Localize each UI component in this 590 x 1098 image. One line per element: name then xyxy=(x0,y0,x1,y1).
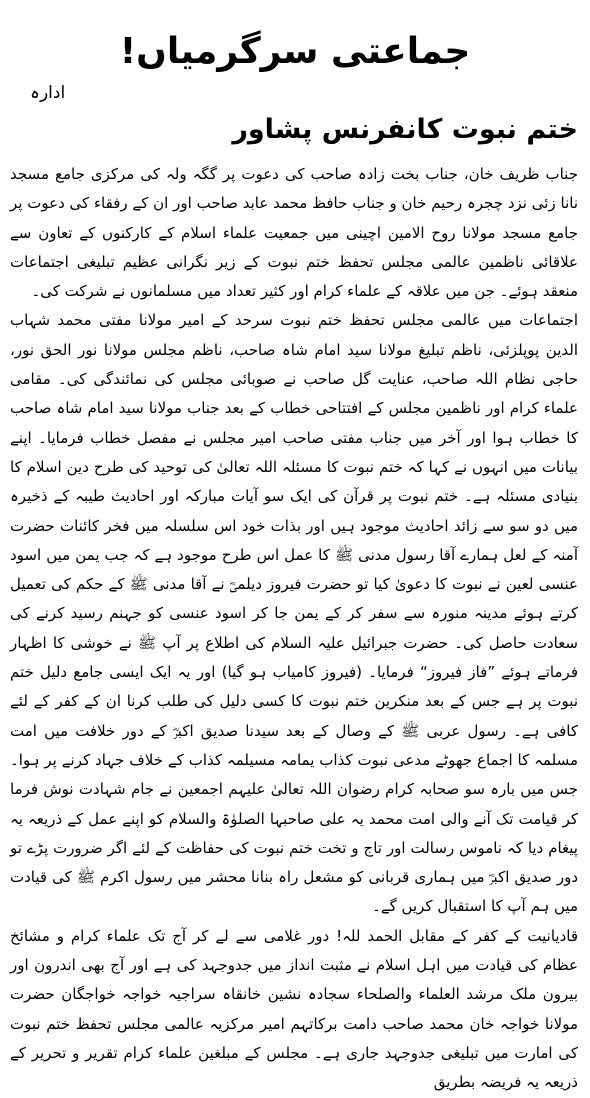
section-heading: ختم نبوت کانفرنس پشاور xyxy=(232,114,578,145)
page-title: جماعتی سرگرمیاں! xyxy=(119,31,471,72)
article-body xyxy=(10,160,578,1098)
paragraph-3: قادیانیت کے کفر کے مقابل الحمد للہ! دور غلامی سے لے کر آج تک علماء کرام و مشائخ عظام کی قیادت میں اہل اسلام نے مثبت انداز میں جدوجہد کی ہے اور آج بھی اندرون اور بیرون ملک مرشد العلماء والصلحاء سجادہ نشین خانقاہ سراجیہ خواجہ خواجگان حضرت مولانا خواجہ خان محمد صاحب دامت برکاتہم امیر مرکزیہ عالمی مجلس تحفظ ختم نبوت کی امارت میں تبلیغی جدوجہد جاری ہے۔ مجلس کے مبلغین علماء کرام تقریر و تحریر کے ذریعہ یہ فریضہ بطریق xyxy=(10,926,578,1092)
author-credit: ادارہ xyxy=(30,83,66,103)
paragraph-2: اجتماعات میں عالمی مجلس تحفظ ختم نبوت سرحد کے امیر مولانا مفتی محمد شہاب الدین پوپلزئی، ناظم تبلیغ مولانا سید امام شاہ صاحب، ناظم مجلس مولانا نور الحق نور، حاجی نظام اللہ صاحب، عنایت گل صاحب نے صوبائی مجلس کی نمائندگی کی۔ مقامی علماء کرام اور ناظمین مجلس کے افتتاحی خطاب کے بعد جناب مولانا سید امام شاہ صاحب کا خطاب ہوا اور آخر میں جناب مفتی صاحب امیر مجلس نے مفصل خطاب فرمایا۔ اپنے بیانات میں انہوں نے کہا کہ ختم نبوت کا مسئلہ اللہ تعالیٰ کی توحید کی طرح دین اسلام کا بنیادی مسئلہ ہے۔ ختم نبوت پر قرآن کی ایک سو آیات مبارکہ اور احادیث طیبہ کے ذخیرہ میں دو سو سے زائد احادیث موجود ہیں اور بذات خود اس سلسلہ میں فخر کائنات حضرت آمنہ کے لعل ہمارے آقا رسول مدنی ﷺ کا عمل اس طرح موجود ہے کہ جب یمن میں اسود عنسی لعین نے نبوت کا دعویٰ کیا تو حضرت فیروز دیلمیؓ نے آقا مدنی ﷺ کے حکم کی تعمیل کرتے ہوئے مدینہ منورہ سے سفر کر کے یمن جا کر اسود عنسی کو جہنم رسید کرنے کی سعادت حاصل کی۔ حضرت جبرائیل علیہ السلام کی اطلاع پر آپ ﷺ نے خوشی کا اظہار فرماتے ہوئے ”فاز فیروز“ فرمایا۔ (فیروز کامیاب ہو گیا) اور یہ ایک ایسی جامع دلیل ختم نبوت پر ہے جس کے بعد منکرین ختم نبوت کا کسی دلیل کی طلب کرنا ان کے کفر کے لئے کافی ہے۔ رسول عربی ﷺ کے وصال کے بعد سیدنا صدیق اکبرؓ کے دور خلافت میں امت مسلمہ کا اجماع جھوٹے مدعی نبوت کذاب یمامہ مسیلمہ کذاب کے خلاف جہاد کرنے پر ہوا۔ جس میں بارہ سو صحابہ کرام رضوان اللہ تعالیٰ علیہم اجمعین نے جام شہادت نوش فرما کر قیامت تک آنے والی امت محمد یہ علی صاحبہا الصلوٰۃ والسلام کو اپنے عمل کے ذریعہ یہ پیغام دیا کہ ناموس رسالت اور تاج و تخت ختم نبوت کی حفاظت کے لئے اگر ضرورت پڑے تو دور صدیق اکبرؓ میں ہماری قربانی کو مشعل راہ بنانا محشر میں رسول اکرم ﷺ کی قیادت میں ہم آپ کا استقبال کریں گے۔ xyxy=(10,311,578,916)
paragraph-1: جناب ظریف خان، جناب بخت زادہ صاحب کی دعوت پر گگہ ولہ کی مرکزی جامع مسجد نانا زئی نزد چجرہ رحیم خان و جناب حافظ محمد عابد صاحب اور ان کے رفقاء کی دعوت پر جامع مسجد مولانا روح الامین اچینی میں جمعیت علماء اسلام کے کارکنوں کے تعاون سے علاقائی ناظمین عالمی مجلس تحفظ ختم نبوت کے زیر نگرانی عظیم تبلیغی اجتماعات منعقد ہوئے۔ جن میں علاقہ کے علماء کرام اور کثیر تعداد میں مسلمانوں نے شرکت کی۔ xyxy=(10,165,578,301)
